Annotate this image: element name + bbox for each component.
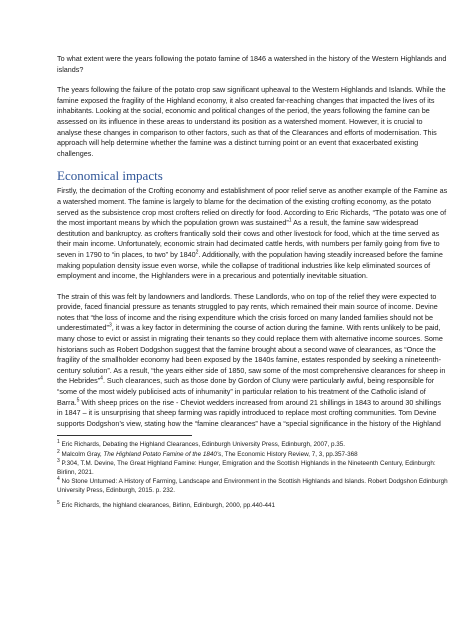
footnote-number-4: 4 bbox=[57, 475, 60, 482]
footnotes bbox=[57, 440, 448, 510]
footnote-divider bbox=[57, 435, 192, 436]
body-paragraph-1 bbox=[57, 186, 448, 281]
para2-text-a: The strain of this was felt by landowners and landlords. These Landlords, who on top of the relief they were expected to provide, faced financial pressure as tenants struggled to pay rents, which remained their main source of income. Devine notes that “the loss of income and the rising expenditure which the crisis forced on many landed families should not be underestimated” bbox=[57, 291, 438, 333]
footnote-ref-1[interactable]: 1 bbox=[288, 217, 292, 224]
footnote-number-5: 5 bbox=[57, 499, 60, 506]
footnote-5 bbox=[57, 501, 448, 510]
footnote-ref-4[interactable]: 4 bbox=[100, 376, 103, 383]
para2-text-d: With sheep prices on the rise - Cheviot wedders increased from around 21 shillings in 1843 to around 30 shillings in 1847 – it is unsurprising that sheep farming was rapidly introduced to replace most crofting communities. Tom Devine supports Dodgshon’s view, stating how the “famine clearances” have a “special significance in the history of the Highland bbox=[57, 397, 441, 428]
para1-text-b: As a result, the famine saw widespread destitution and bankruptcy. as crofters frantically sold their cows and other livestock for food, which at the time served as their main income. Unfortunately, economic strain had decimated cattle herds, with numbers per family going from five to seven in 1790 to “in places, to two” by 1840 bbox=[57, 218, 440, 259]
footnote-number-2: 2 bbox=[57, 448, 60, 455]
footnote-number-1: 1 bbox=[57, 439, 60, 446]
footnote-ref-5[interactable]: 5 bbox=[76, 397, 80, 404]
footnote-1 bbox=[57, 440, 448, 449]
document-body bbox=[57, 54, 448, 510]
footnote-2-title: The Highland Potato Famine of the 1840’s bbox=[103, 450, 222, 458]
footnote-4-text: No Stone Unturned: A History of Farming, Landscape and Environment in the Scottish Highlands and Islands. Robert Dodgshon Edinburgh University Press, Edinburgh, 2015. p. 232. bbox=[57, 477, 448, 494]
footnote-2-post: , The Economic History Review, 7, 3, pp.357-368 bbox=[221, 450, 358, 458]
footnote-1-text: Eric Richards, Debating the Highland Clearances, Edinburgh University Press, Edinburgh, 2007, p.35. bbox=[59, 441, 346, 449]
intro-paragraph: The years following the failure of the potato crop saw significant upheaval to the Western Highlands and Islands. While the famine exposed the fragility of the Highland economy, it also created far-reaching changes that impacted the lives of its inhabitants. Looking at the social, economic and political changes of the period, the years following the famine can be assessed on its influence in these areas to understand its position as a watershed moment. However, it is crucial to analyse these changes in comparison to other factors, such as that of the Clearances and efforts of modernisation. This approach will help determine whether the famine was a distinct turning point or an event that exacerbated existing challenges. bbox=[57, 85, 446, 158]
para2-text-b: , it was a key factor in determining the course of action during the famine. With rents unlikely to be paid, many chose to evict or assist in migrating their tenants so they could replace them with alternative income sources. Some historians such as Robert Dodgshon suggest that the famine brought about a second wave of clearances, as “Once the fragility of the smallholder economy had been exposed by the 1840s famine, estates responded by seeking a nineteenth-century solution”. As a result, “the years either side of 1850, saw some of the most comprehensive clearances for sheep in the Hebrides” bbox=[57, 323, 446, 386]
footnote-2-pre: Malcolm Gray, bbox=[59, 450, 104, 458]
para2-text-c: . Such clearances, such as those done by Gordon of Cluny were particularly awful, being responsible for “some of the most widely publicised acts of inhumanity” in particular relation to his treatment of the Catholic island of Barra. bbox=[57, 376, 435, 407]
footnote-ref-2[interactable]: 2 bbox=[195, 249, 199, 256]
essay-question: To what extent were the years following the potato famine of 1846 a watershed in the history of the Western Highlands and islands? bbox=[57, 54, 447, 74]
footnote-ref-3[interactable]: 3 bbox=[108, 323, 112, 330]
footnote-number-3: 3 bbox=[57, 457, 60, 464]
para1-text-c: . Additionally, with the population having steadily increased before the famine making population density issue even worse, while the collapse of traditional industries like kelp eliminated sources of employment and income, the Highlanders were in a precarious and potentially inevitable situation. bbox=[57, 249, 443, 281]
body-paragraph-2 bbox=[57, 292, 448, 430]
footnote-3 bbox=[57, 459, 448, 477]
footnote-4 bbox=[57, 477, 448, 495]
footnote-3-text: P.304, T.M. Devine, The Great Highland Famine: Hunger, Emigration and the Scottish Highlands in the Nineteenth Century, Edinburgh: Birlinn, 2021. bbox=[57, 459, 436, 476]
section-heading: Economical impacts bbox=[57, 168, 163, 184]
footnote-5-text: Eric Richards, the highland clearances, Birlinn, Edinburgh, 2000, pp.440-441 bbox=[59, 501, 276, 509]
footnote-2 bbox=[57, 450, 448, 459]
para1-text-a: Firstly, the decimation of the Crofting economy and establishment of poor relief serve as another example of the Famine as a watershed moment. The famine is largely to blame for the decimation of the existing crofting economy, as the potato served as the subsistence crop most crofters relied on directly for food. According to Eric Richards, “The potato was one of the most important means by which the population grown was sustained” bbox=[57, 186, 448, 228]
